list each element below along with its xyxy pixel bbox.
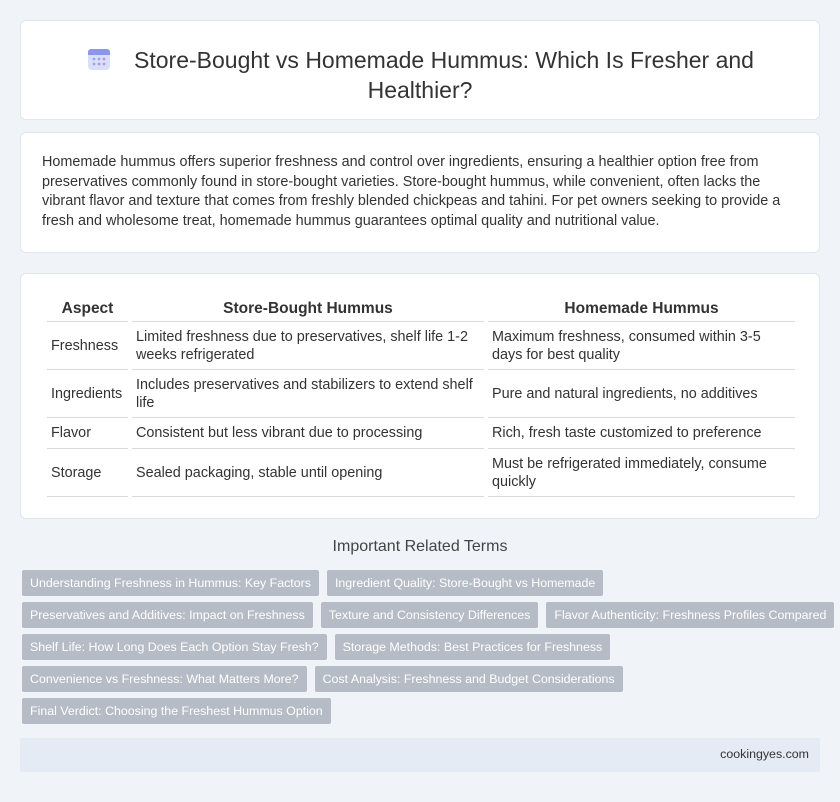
related-term-tag[interactable]: Final Verdict: Choosing the Freshest Hummus Option: [22, 698, 331, 724]
cell-homemade: Rich, fresh taste customized to preference: [488, 418, 795, 449]
related-term-tag[interactable]: Understanding Freshness in Hummus: Key Factors: [22, 570, 319, 596]
related-terms-heading: Important Related Terms: [332, 538, 508, 555]
page-title-wrap: [61, 45, 779, 105]
footer: [20, 738, 820, 772]
table-row: [47, 418, 795, 449]
tag-row: [22, 666, 822, 692]
related-term-tag[interactable]: Cost Analysis: Freshness and Budget Considerations: [315, 666, 623, 692]
comparison-card: [20, 273, 820, 519]
related-term-tag[interactable]: Shelf Life: How Long Does Each Option Stay Fresh?: [22, 634, 327, 660]
intro-card: [20, 132, 820, 253]
related-term-tag[interactable]: Storage Methods: Best Practices for Freshness: [335, 634, 611, 660]
related-term-tag[interactable]: Flavor Authenticity: Freshness Profiles Compared: [546, 602, 834, 628]
tag-row: [22, 602, 827, 628]
title-card: [20, 20, 820, 120]
table-header-row: [47, 296, 795, 322]
tag-row: [22, 634, 822, 660]
intro-paragraph: Homemade hummus offers superior freshness and control over ingredients, ensuring a healthier option free from preservatives commonly found in store-bought varieties. Store-bought hummus, while convenient, often lacks the vibrant flavor and texture that comes from freshly blended chickpeas and tahini. For pet owners seeking to provide a fresh and wholesome treat, homemade hummus guarantees optimal quality and nutritional value.: [42, 154, 781, 229]
tag-row: [22, 570, 822, 596]
related-term-tag[interactable]: Ingredient Quality: Store-Bought vs Homemade: [327, 570, 603, 596]
cell-aspect: Storage: [47, 449, 128, 497]
footer-site-link[interactable]: cookingyes.com: [720, 747, 809, 761]
table-row: [47, 449, 795, 497]
related-term-tag[interactable]: Preservatives and Additives: Impact on Freshness: [22, 602, 313, 628]
cell-store-bought: Includes preservatives and stabilizers to extend shelf life: [132, 370, 484, 418]
cell-homemade: Maximum freshness, consumed within 3-5 days for best quality: [488, 322, 795, 370]
header-aspect: Aspect: [47, 296, 128, 322]
cell-homemade: Must be refrigerated immediately, consume quickly: [488, 449, 795, 497]
comparison-table: [43, 296, 799, 497]
cell-store-bought: Consistent but less vibrant due to processing: [132, 418, 484, 449]
cell-aspect: Flavor: [47, 418, 128, 449]
cell-homemade: Pure and natural ingredients, no additives: [488, 370, 795, 418]
cell-store-bought: Sealed packaging, stable until opening: [132, 449, 484, 497]
tag-row: [22, 698, 822, 724]
table-row: [47, 322, 795, 370]
related-terms-list: [22, 570, 827, 730]
header-store-bought: Store-Bought Hummus: [132, 296, 484, 322]
cell-aspect: Freshness: [47, 322, 128, 370]
cell-aspect: Ingredients: [47, 370, 128, 418]
related-term-tag[interactable]: Convenience vs Freshness: What Matters More?: [22, 666, 307, 692]
header-homemade: Homemade Hummus: [488, 296, 795, 322]
calendar-icon: [86, 46, 112, 72]
cell-store-bought: Limited freshness due to preservatives, shelf life 1-2 weeks refrigerated: [132, 322, 484, 370]
table-row: [47, 370, 795, 418]
page-title: Store-Bought vs Homemade Hummus: Which Is Fresher and Healthier?: [134, 47, 754, 103]
related-term-tag[interactable]: Texture and Consistency Differences: [321, 602, 539, 628]
